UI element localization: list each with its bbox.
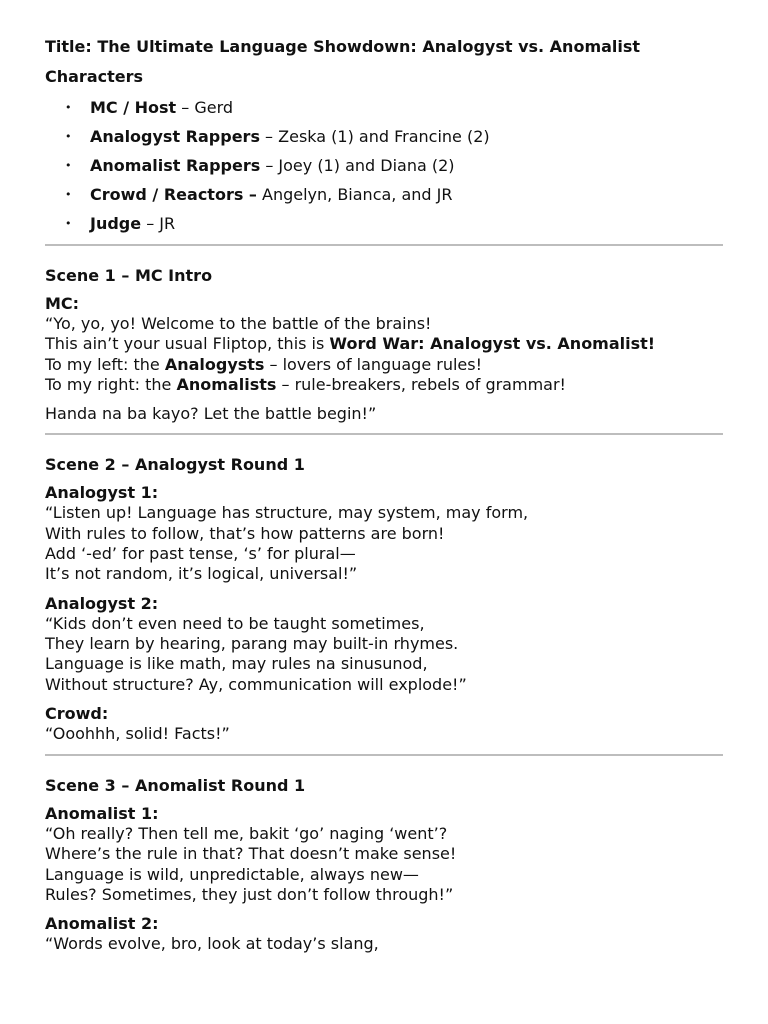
character-names: JR <box>159 214 176 233</box>
character-names: Zeska (1) and Francine (2) <box>278 127 490 146</box>
script-line <box>45 355 723 375</box>
divider <box>45 754 723 756</box>
script-line: With rules to follow, that’s how patterns are born! <box>45 523 445 543</box>
script-line: Where’s the rule in that? That doesn’t make sense! <box>45 844 457 864</box>
script-line <box>45 334 723 354</box>
line-bold: Word War: Analogyst vs. Anomalist! <box>329 334 656 354</box>
character-role: Crowd / Reactors – <box>90 185 257 204</box>
line-bold: Analogysts <box>164 354 265 374</box>
script-line: Rules? Sometimes, they just don’t follow through!” <box>45 885 454 905</box>
line-bold: Anomalists <box>176 374 277 394</box>
script-line: “Kids don’t even need to be taught sometimes, <box>45 613 425 633</box>
script-line: Without structure? Ay, communication will explode!” <box>45 674 467 694</box>
script-line: “Listen up! Language has structure, may system, may form, <box>45 503 529 523</box>
dialogue-block <box>45 914 723 954</box>
scene-1-title: Scene 1 – MC Intro <box>45 266 213 285</box>
dialogue-block <box>45 804 723 905</box>
script-line: Language is wild, unpredictable, always new— <box>45 864 419 884</box>
dialogue-block <box>45 594 723 695</box>
scene-3-title: Scene 3 – Anomalist Round 1 <box>45 776 306 796</box>
character-sep: – <box>259 127 279 146</box>
divider <box>45 244 723 246</box>
character-item <box>45 93 723 122</box>
character-sep: – <box>260 156 279 175</box>
character-names: Angelyn, Bianca, and JR <box>262 185 453 204</box>
character-item <box>45 151 723 180</box>
line-text: To my left: the <box>45 354 165 374</box>
divider <box>45 433 723 435</box>
dialogue-block <box>45 704 723 744</box>
speaker-label: Anomalist 1: <box>45 804 159 824</box>
script-line: Add ‘-ed’ for past tense, ‘s’ for plural— <box>45 544 356 564</box>
character-sep: – <box>176 98 195 117</box>
speaker-label: Anomalist 2: <box>45 914 159 934</box>
script-line: They learn by hearing, parang may built-in rhymes. <box>45 633 459 653</box>
script-line <box>45 375 723 395</box>
script-line: Handa na ba kayo? Let the battle begin!” <box>45 404 377 424</box>
character-role: Judge <box>90 214 142 233</box>
character-sep: – <box>141 214 160 233</box>
dialogue-block <box>45 483 723 584</box>
characters-list <box>45 93 723 238</box>
script-line: “Words evolve, bro, look at today’s slang, <box>45 934 379 954</box>
line-text: To my right: the <box>45 374 177 394</box>
character-role: Anomalist Rappers <box>90 156 261 175</box>
script-line: “Oh really? Then tell me, bakit ‘go’ naging ‘went’? <box>45 824 448 844</box>
document-page <box>45 35 723 964</box>
speaker-label: Analogyst 2: <box>45 593 159 613</box>
characters-heading: Characters <box>45 67 144 86</box>
line-text: – lovers of language rules! <box>264 354 482 374</box>
character-role: MC / Host <box>90 98 177 117</box>
character-item <box>45 209 723 238</box>
speaker-label: Crowd: <box>45 703 109 723</box>
line-text: This ain’t your usual Fliptop, this is <box>45 334 330 354</box>
character-item <box>45 122 723 151</box>
character-names: Gerd <box>194 98 234 117</box>
line-text: – rule-breakers, rebels of grammar! <box>276 374 566 394</box>
script-line: “Ooohhh, solid! Facts!” <box>45 723 230 743</box>
character-role: Analogyst Rappers <box>90 127 260 146</box>
document-title: Title: The Ultimate Language Showdown: Analogyst vs. Anomalist <box>45 37 641 56</box>
speaker-label: Analogyst 1: <box>45 483 159 503</box>
script-line: “Yo, yo, yo! Welcome to the battle of the brains! <box>45 314 432 333</box>
scene-2-title: Scene 2 – Analogyst Round 1 <box>45 455 305 475</box>
speaker-label: MC: <box>45 294 80 313</box>
character-names: Joey (1) and Diana (2) <box>278 156 455 175</box>
script-line: It’s not random, it’s logical, universal!” <box>45 564 358 584</box>
character-item <box>45 180 723 209</box>
script-line: Language is like math, may rules na sinusunod, <box>45 654 428 674</box>
